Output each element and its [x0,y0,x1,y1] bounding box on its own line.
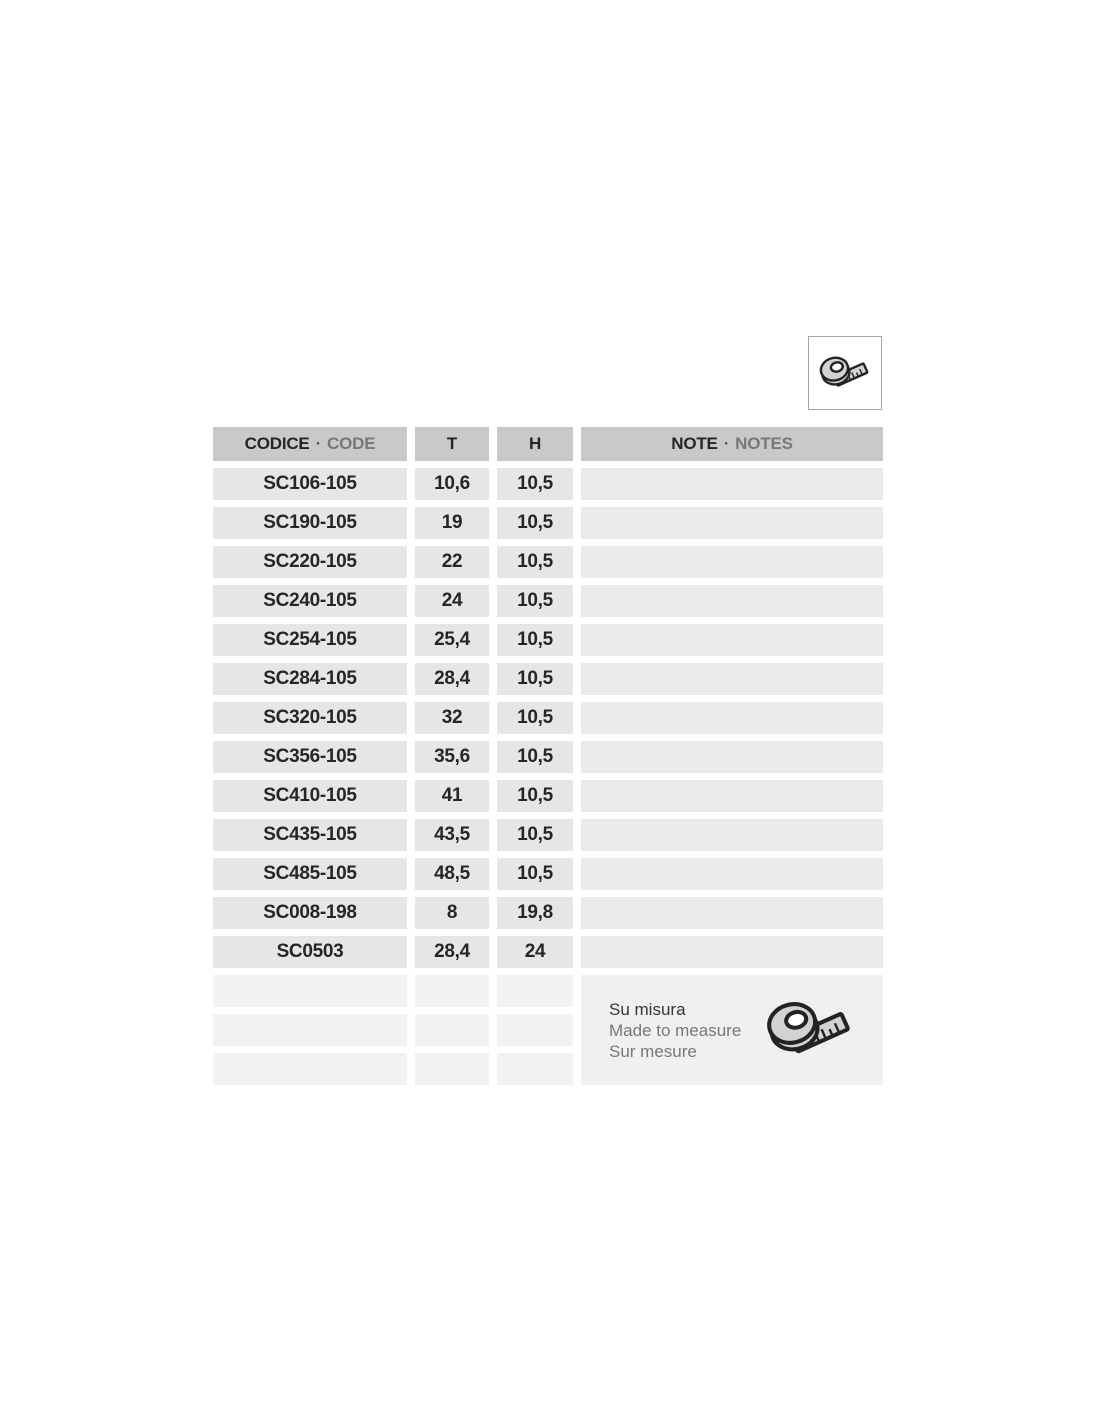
tape-measure-icon [816,350,874,396]
header-separator: · [315,434,322,453]
code-cell: SC485-105 [213,858,407,890]
h-value-cell: 10,5 [497,702,573,734]
header-cell-note-notes [581,427,883,461]
h-value-cell: 19,8 [497,897,573,929]
t-value-cell: 8 [415,897,489,929]
note-cell [581,819,883,851]
h-value-cell: 10,5 [497,546,573,578]
note-cell [581,858,883,890]
tape-measure-badge [808,336,882,410]
header-cell-h: H [497,427,573,461]
code-cell: SC240-105 [213,585,407,617]
t-value-cell: 28,4 [415,936,489,968]
t-value-cell: 43,5 [415,819,489,851]
header-codice-label: CODICE [244,434,310,453]
made-to-measure-en: Made to measure [609,1020,742,1040]
header-separator: · [723,434,730,453]
header-cell-t: T [415,427,489,461]
note-cell [581,663,883,695]
code-cell: SC220-105 [213,546,407,578]
h-value-cell: 10,5 [497,468,573,500]
h-value-cell: 10,5 [497,780,573,812]
empty-cell [415,975,489,1007]
code-cell: SC356-105 [213,741,407,773]
t-value-cell: 41 [415,780,489,812]
code-cell: SC254-105 [213,624,407,656]
note-cell [581,624,883,656]
empty-cell [213,1014,407,1046]
code-cell: SC435-105 [213,819,407,851]
t-value-cell: 28,4 [415,663,489,695]
empty-cell [415,1014,489,1046]
code-cell: SC410-105 [213,780,407,812]
code-cell: SC106-105 [213,468,407,500]
code-cell: SC008-198 [213,897,407,929]
empty-cell [213,1053,407,1085]
spec-table [213,427,883,1085]
header-notes-label: NOTES [735,434,793,453]
h-value-cell: 10,5 [497,624,573,656]
empty-cell [415,1053,489,1085]
note-cell [581,507,883,539]
note-cell [581,468,883,500]
h-value-cell: 10,5 [497,585,573,617]
made-to-measure-cell [581,975,883,1085]
header-note-label: NOTE [671,434,718,453]
h-value-cell: 24 [497,936,573,968]
tape-measure-icon [761,991,859,1069]
t-value-cell: 19 [415,507,489,539]
h-value-cell: 10,5 [497,819,573,851]
t-value-cell: 35,6 [415,741,489,773]
note-cell [581,936,883,968]
note-cell [581,546,883,578]
empty-cell [213,975,407,1007]
header-cell-codice-code [213,427,407,461]
h-value-cell: 10,5 [497,741,573,773]
t-value-cell: 25,4 [415,624,489,656]
note-cell [581,741,883,773]
h-value-cell: 10,5 [497,858,573,890]
h-value-cell: 10,5 [497,663,573,695]
empty-cell [497,1014,573,1046]
empty-cell [497,1053,573,1085]
code-cell: SC284-105 [213,663,407,695]
note-cell [581,702,883,734]
t-value-cell: 22 [415,546,489,578]
t-value-cell: 32 [415,702,489,734]
code-cell: SC190-105 [213,507,407,539]
note-cell [581,780,883,812]
code-cell: SC320-105 [213,702,407,734]
t-value-cell: 48,5 [415,858,489,890]
header-code-label: CODE [327,434,376,453]
code-cell: SC0503 [213,936,407,968]
empty-cell [497,975,573,1007]
t-value-cell: 10,6 [415,468,489,500]
made-to-measure-it: Su misura [609,999,686,1019]
made-to-measure-fr: Sur mesure [609,1041,697,1061]
note-cell [581,585,883,617]
t-value-cell: 24 [415,585,489,617]
h-value-cell: 10,5 [497,507,573,539]
note-cell [581,897,883,929]
